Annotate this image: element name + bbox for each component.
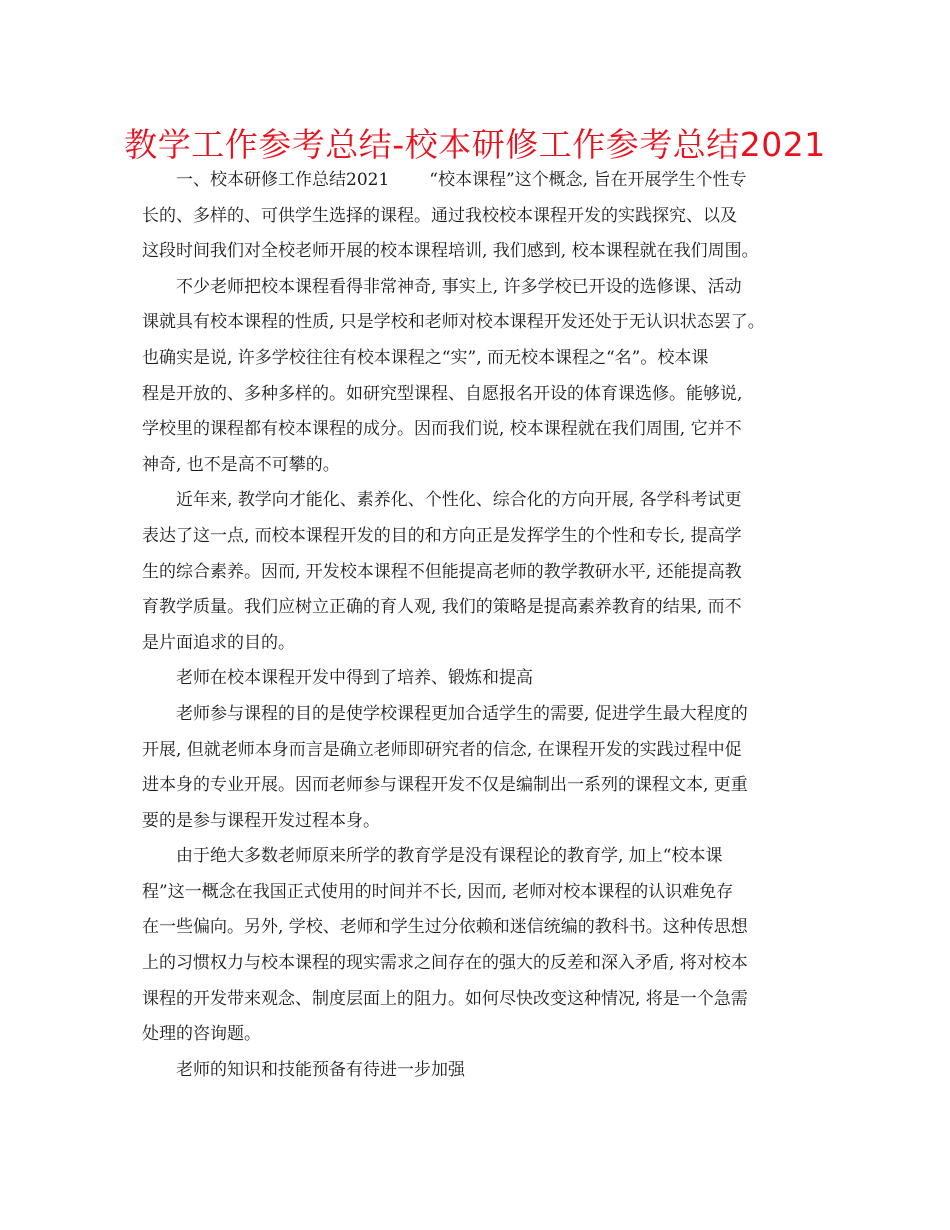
body-line: 老师参与课程的目的是使学校课程更加合适学生的需要, 促进学生最大程度的 (176, 703, 748, 724)
body-text-run: “校本课程”这个概念, 旨在开展学生个性专 (429, 170, 747, 190)
body-line: 表达了这一点, 而校本课程开发的目的和方向正是发挥学生的个性和专长, 提高学 (142, 525, 742, 546)
body-line: 处理的咨询题。 (142, 1024, 261, 1045)
body-line: 开展, 但就老师本身而言是确立老师即研究者的信念, 在课程开发的实践过程中促 (142, 739, 742, 760)
body-line (142, 163, 810, 199)
body-line: 课程的开发带来观念、制度层面上的阻力。如何尽快改变这种情况, 将是一个急需 (142, 988, 748, 1009)
body-line: 要的是参与课程开发过程本身。 (142, 810, 380, 831)
section-heading: 一、校本研修工作总结2021 (176, 170, 390, 190)
document-body (142, 163, 810, 1088)
body-line: 课就具有校本课程的性质, 只是学校和老师对校本课程开发还处于无认识状态罢了。 (142, 312, 765, 333)
document-title: 教学工作参考总结-校本研修工作参考总结2021 (124, 125, 826, 164)
body-line: 不少老师把校本课程看得非常神奇, 事实上, 许多学校已开设的选修课、活动 (176, 276, 742, 297)
subheading-line: 老师在校本课程开发中得到了培养、锻炼和提高 (176, 668, 533, 689)
subheading-line: 老师的知识和技能预备有待进一步加强 (176, 1059, 465, 1080)
body-line: 神奇, 也不是高不可攀的。 (142, 454, 340, 475)
body-line: 也确实是说, 许多学校往往有校本课程之“实”, 而无校本课程之“名”。校本课 (142, 347, 709, 368)
body-line: 长的、多样的、可供学生选择的课程。通过我校校本课程开发的实践探究、以及 (142, 205, 737, 226)
body-line: 这段时间我们对全校老师开展的校本课程培训, 我们感到, 校本课程就在我们周围。 (142, 241, 759, 262)
body-line: 生的综合素养。因而, 开发校本课程不但能提高老师的教学教研水平, 还能提高教 (142, 561, 742, 582)
body-line: 程”这一概念在我国正式使用的时间并不长, 因而, 老师对校本课程的认识难免存 (142, 881, 734, 902)
body-line: 是片面追求的目的。 (142, 632, 295, 653)
body-line: 学校里的课程都有校本课程的成分。因而我们说, 校本课程就在我们周围, 它并不 (142, 419, 742, 440)
body-line: 近年来, 教学向才能化、素养化、个性化、综合化的方向开展, 各学科考试更 (176, 490, 742, 511)
body-line: 上的习惯权力与校本课程的现实需求之间存在的强大的反差和深入矛盾, 将对校本 (142, 953, 748, 974)
body-line: 进本身的专业开展。因而老师参与课程开发不仅是编制出一系列的课程文本, 更重 (142, 775, 748, 796)
body-line: 育教学质量。我们应树立正确的育人观, 我们的策略是提高素养教育的结果, 而不 (142, 597, 742, 618)
body-line: 程是开放的、多种多样的。如研究型课程、自愿报名开设的体育课选修。能够说, (142, 383, 743, 404)
body-line: 由于绝大多数老师原来所学的教育学是没有课程论的教育学, 加上“校本课 (176, 846, 723, 867)
body-line: 在一些偏向。另外, 学校、老师和学生过分依赖和迷信统编的教科书。这种传思想 (142, 917, 748, 938)
